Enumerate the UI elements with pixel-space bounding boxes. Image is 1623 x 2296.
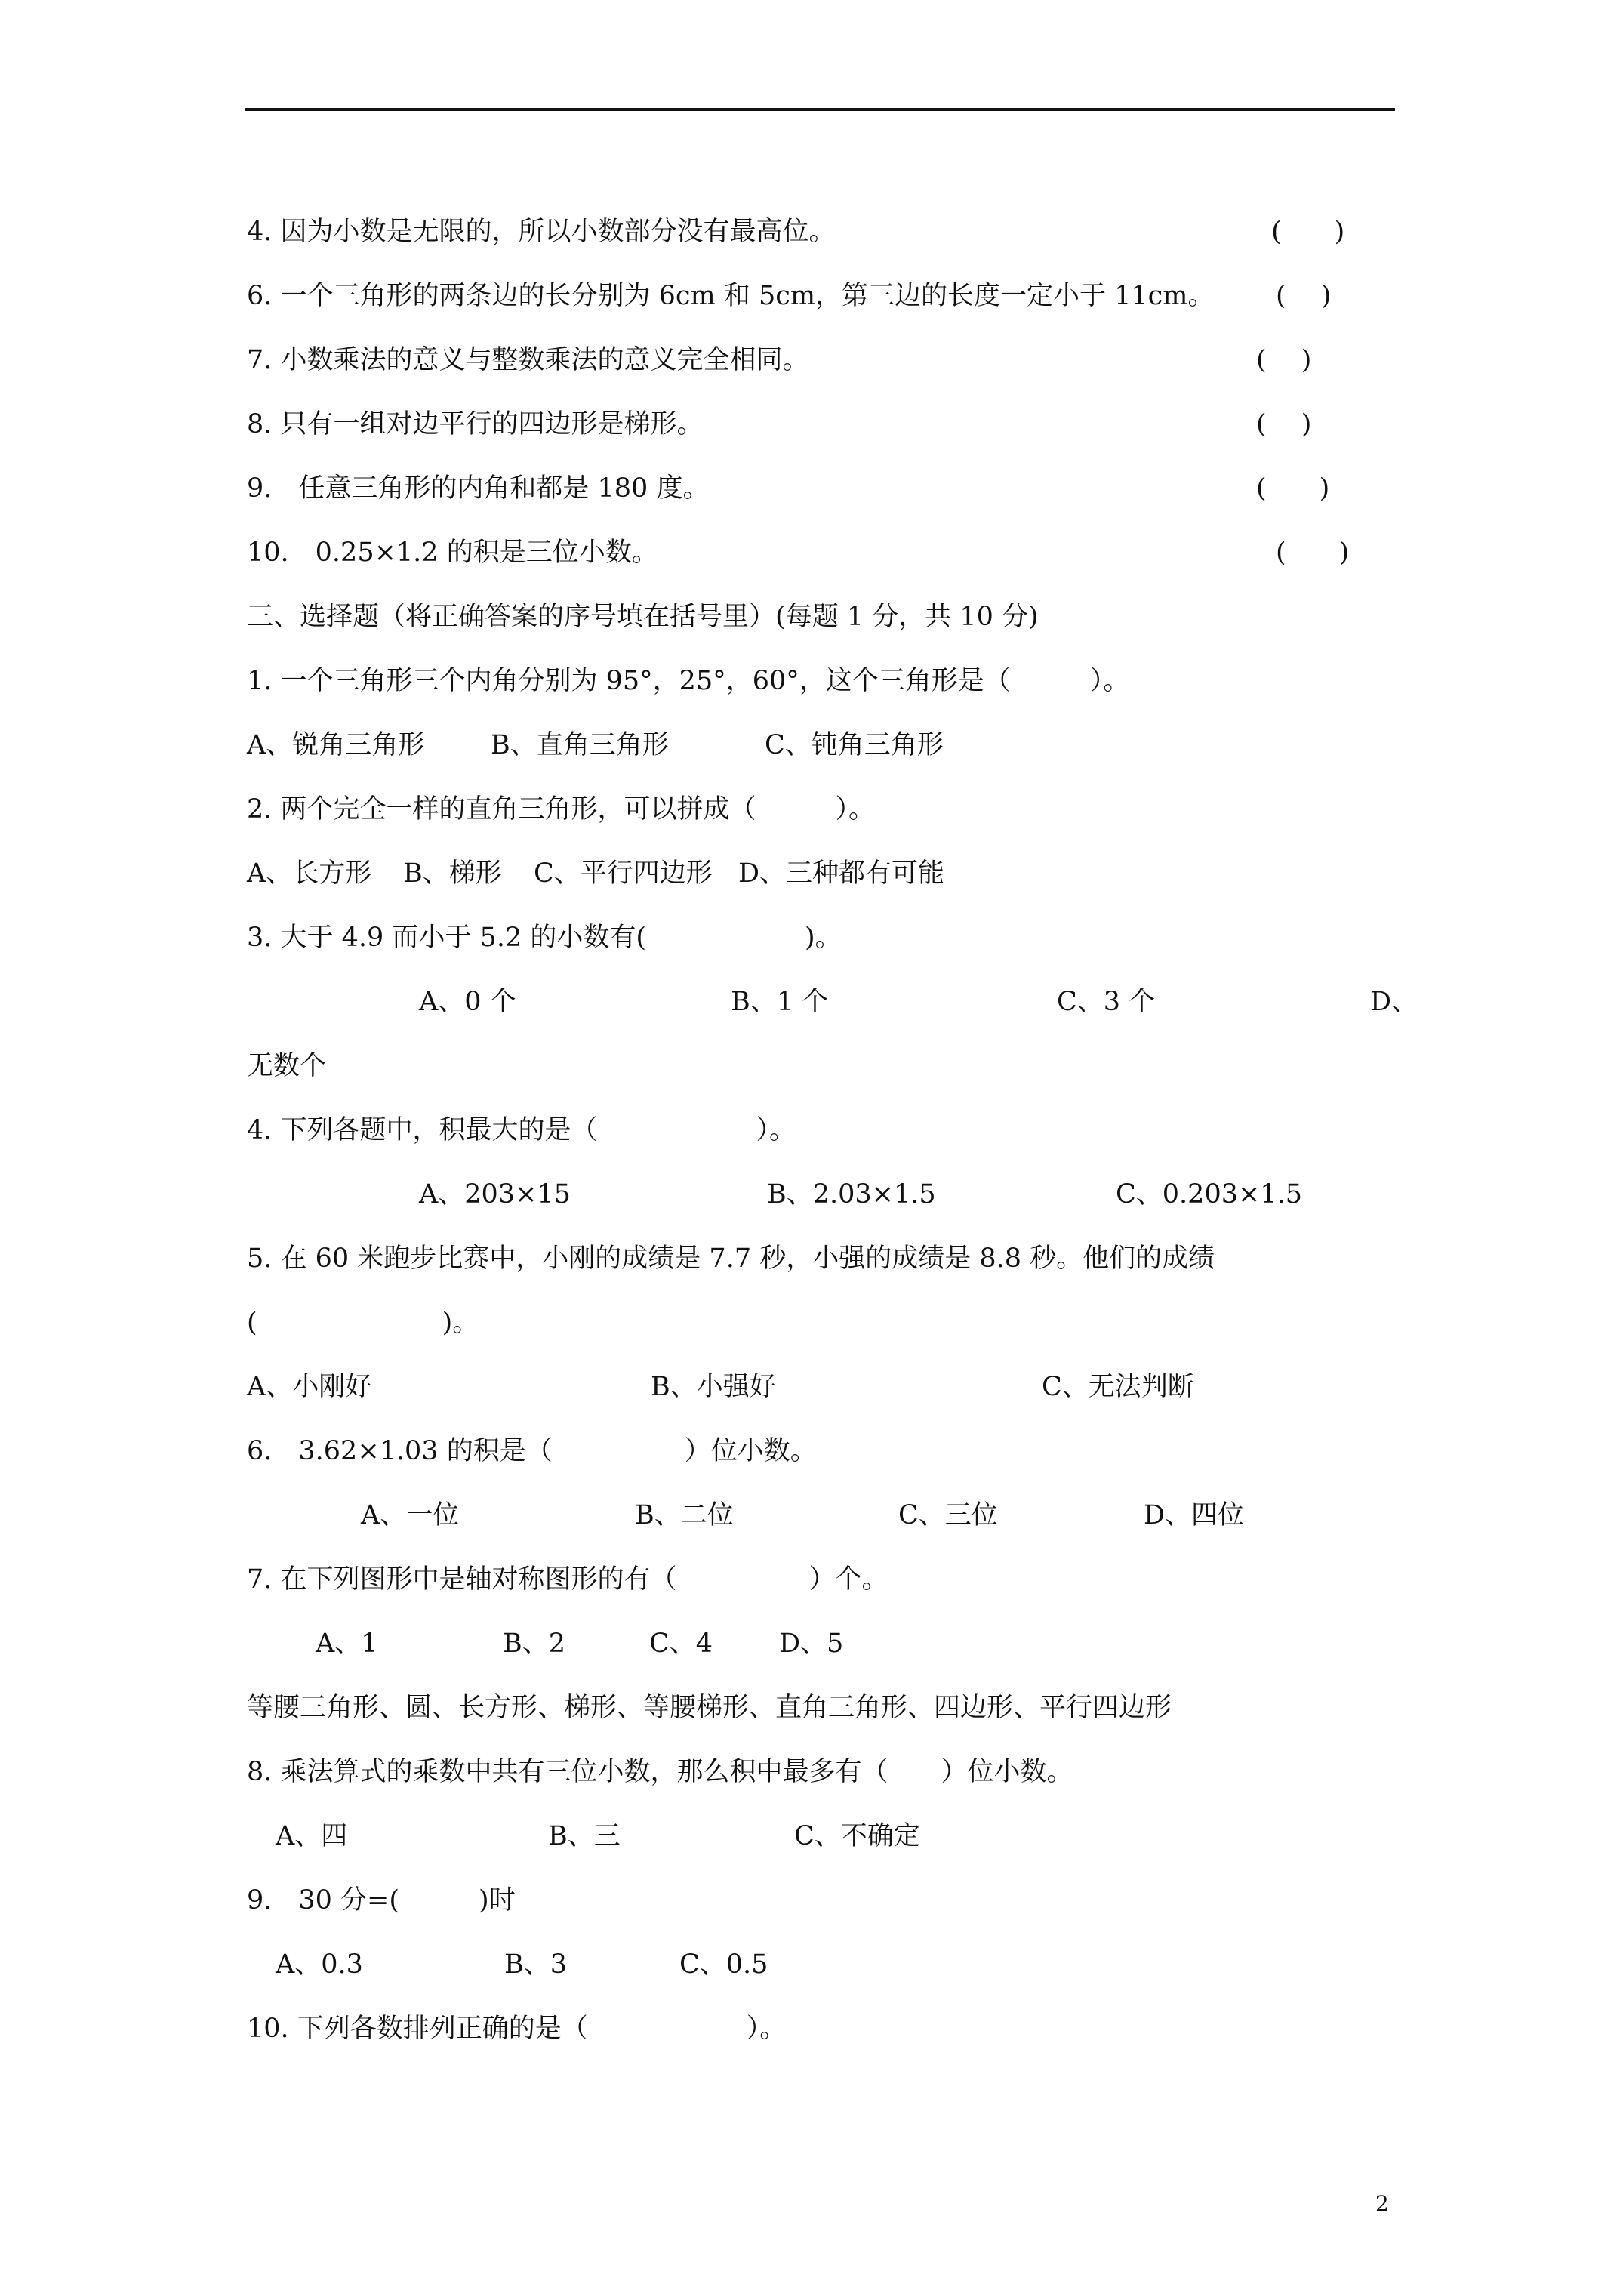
section-title: 三、选择题（将正确答案的序号填在括号里）(每题 1 分，共 10 分) xyxy=(247,602,1039,632)
option-d: D、 xyxy=(1370,987,1418,1017)
question-7: 7. 在下列图形中是轴对称图形的有（ ）个。 xyxy=(247,1564,888,1595)
judgement-item-8: 8. 只有一组对边平行的四边形是梯形。 xyxy=(247,409,704,439)
question-6: 6. 3.62×1.03 的积是（ ）位小数。 xyxy=(247,1436,817,1466)
question-5: 5. 在 60 米跑步比赛中，小刚的成绩是 7.7 秒，小强的成绩是 8.8 秒。他们的成绩 xyxy=(247,1244,1215,1274)
option-c: C、3 个 xyxy=(1057,987,1156,1017)
page-number: 2 xyxy=(1375,2191,1389,2216)
option-b: B、三 xyxy=(548,1821,621,1851)
answer-paren: ( ) xyxy=(1276,281,1332,311)
question-3: 3. 大于 4.9 而小于 5.2 的小数有( )。 xyxy=(247,923,842,953)
option-b: B、梯形 xyxy=(403,858,502,889)
question-1: 1. 一个三角形三个内角分别为 95°，25°，60°，这个三角形是（ ）。 xyxy=(247,666,1130,696)
question-4: 4. 下列各题中，积最大的是（ ）。 xyxy=(247,1115,796,1145)
option-c: C、钝角三角形 xyxy=(765,730,944,760)
judgement-item-6: 6. 一个三角形的两条边的长分别为 6cm 和 5cm，第三边的长度一定小于 11cm。 xyxy=(247,281,1215,311)
judgement-item-4: 4. 因为小数是无限的，所以小数部分没有最高位。 xyxy=(247,217,836,247)
option-c: C、4 xyxy=(649,1629,713,1659)
header-rule xyxy=(245,108,1395,111)
option-a: A、0.3 xyxy=(276,1949,363,1980)
option-c: C、平行四边形 xyxy=(534,858,713,889)
answer-paren: ( ) xyxy=(1271,217,1345,247)
answer-paren: ( ) xyxy=(1256,473,1330,504)
option-b: B、直角三角形 xyxy=(491,730,669,760)
option-b: B、二位 xyxy=(635,1500,734,1530)
option-a: A、四 xyxy=(276,1821,348,1851)
answer-paren: ( ) xyxy=(1256,345,1312,375)
option-b: B、3 xyxy=(504,1949,567,1980)
option-c: C、0.5 xyxy=(679,1949,768,1980)
answer-paren: ( ) xyxy=(1256,409,1312,439)
option-b: B、2 xyxy=(503,1629,565,1659)
question-5-blank: ( )。 xyxy=(247,1308,479,1338)
option-c: C、0.203×1.5 xyxy=(1116,1179,1302,1210)
option-c: C、三位 xyxy=(898,1500,998,1530)
answer-paren: ( ) xyxy=(1276,538,1350,568)
option-d-text: 无数个 xyxy=(247,1051,327,1081)
option-c: C、无法判断 xyxy=(1042,1372,1194,1402)
question-10: 10. 下列各数排列正确的是（ ）。 xyxy=(247,2014,787,2044)
option-a: A、长方形 xyxy=(247,858,372,889)
option-d: D、5 xyxy=(779,1629,844,1659)
option-b: B、2.03×1.5 xyxy=(767,1179,936,1210)
option-c: C、不确定 xyxy=(794,1821,920,1851)
option-a: A、一位 xyxy=(361,1500,460,1530)
option-a: A、0 个 xyxy=(419,987,516,1017)
judgement-item-10: 10. 0.25×1.2 的积是三位小数。 xyxy=(247,538,658,568)
judgement-item-9: 9. 任意三角形的内角和都是 180 度。 xyxy=(247,473,710,504)
judgement-item-7: 7. 小数乘法的意义与整数乘法的意义完全相同。 xyxy=(247,345,809,375)
option-a: A、203×15 xyxy=(419,1179,571,1210)
option-a: A、小刚好 xyxy=(247,1372,372,1402)
option-d: D、四位 xyxy=(1144,1500,1245,1530)
question-2: 2. 两个完全一样的直角三角形，可以拼成（ ）。 xyxy=(247,794,876,824)
option-a: A、1 xyxy=(316,1629,378,1659)
option-a: A、锐角三角形 xyxy=(247,730,425,760)
option-b: B、小强好 xyxy=(651,1372,776,1402)
option-d: D、三种都有可能 xyxy=(738,858,945,889)
shape-list: 等腰三角形、圆、长方形、梯形、等腰梯形、直角三角形、四边形、平行四边形 xyxy=(247,1693,1172,1723)
question-9: 9. 30 分=( )时 xyxy=(247,1885,516,1915)
question-8: 8. 乘法算式的乘数中共有三位小数，那么积中最多有（ ）位小数。 xyxy=(247,1757,1073,1787)
option-b: B、1 个 xyxy=(731,987,829,1017)
